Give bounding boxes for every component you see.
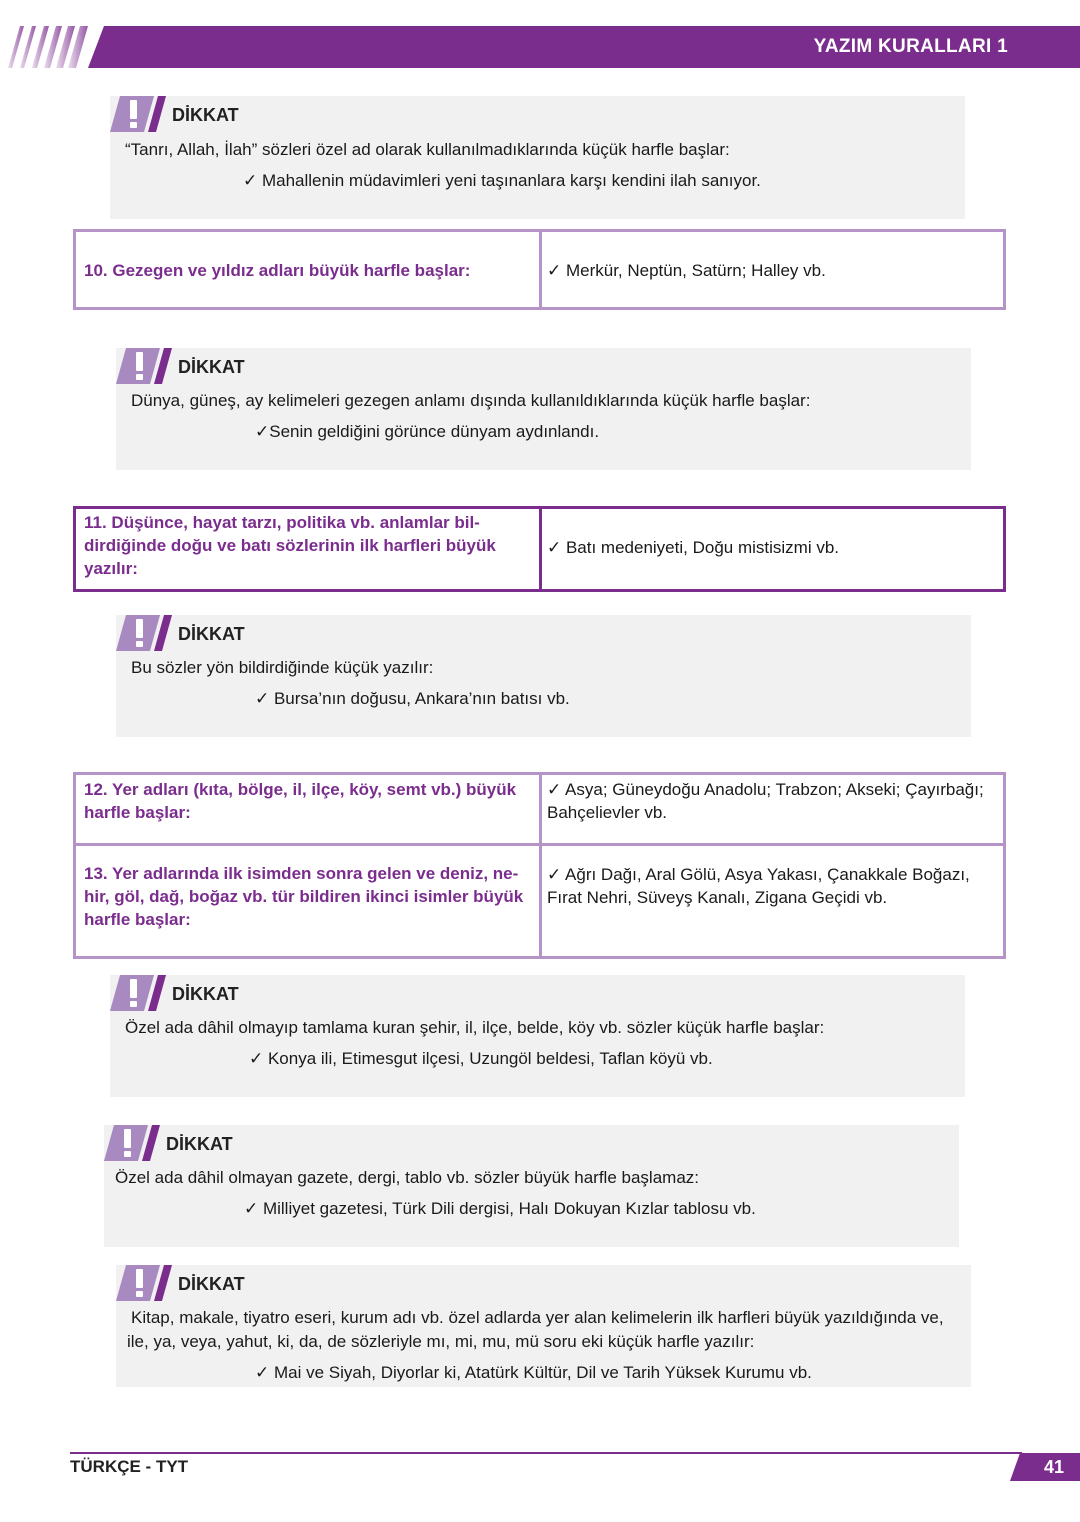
dikkat-example: ✓ Bursa’nın doğusu, Ankara’nın batısı vb. [255, 689, 570, 708]
dikkat-text: ile, ya, veya, yahut, ki, da, de sözleriyle mı, mi, mu, mü soru eki küçük harfle yazılır: [127, 1332, 755, 1351]
rule-row-divider [76, 843, 1003, 846]
dikkat-title: DİKKAT [178, 1274, 245, 1294]
rule-11-line: dirdiğinde doğu ve batı sözlerinin ilk harfleri büyük [84, 536, 496, 555]
dikkat-box [110, 975, 965, 1097]
dikkat-example: ✓Senin geldiğini görünce dünyam aydınlandı. [255, 422, 600, 441]
rule-12-example [547, 778, 984, 824]
dikkat-text: Özel ada dâhil olmayan gazete, dergi, tablo vb. sözler büyük harfle başlamaz: [115, 1168, 699, 1187]
dikkat-example: ✓ Mai ve Siyah, Diyorlar ki, Atatürk Kültür, Dil ve Tarih Yüksek Kurumu vb. [255, 1363, 812, 1382]
footer-subject: TÜRKÇE - TYT [70, 1457, 189, 1476]
dikkat-text: Dünya, güneş, ay kelimeleri gezegen anlamı dışında kullanıldıklarında küçük harfle başlar: [131, 391, 811, 410]
page-title: YAZIM KURALLARI 1 [813, 36, 1008, 57]
dikkat-text: Bu sözler yön bildirdiğinde küçük yazılır: [131, 658, 434, 677]
page-number: 41 [1043, 1457, 1065, 1477]
dikkat-text: Kitap, makale, tiyatro eseri, kurum adı vb. özel adlarda yer alan kelimelerin ilk harfleri büyük yazıldığında ve, [131, 1308, 944, 1327]
dikkat-text: “Tanrı, Allah, İlah” sözleri özel ad olarak kullanılmadıklarında küçük harfle başlar: [125, 140, 730, 159]
footer-line [70, 1452, 1022, 1454]
dikkat-title: DİKKAT [178, 357, 245, 377]
rule-11-line: 11. Düşünce, hayat tarzı, politika vb. anlamlar bil- [84, 513, 480, 532]
rule-13-example [547, 863, 970, 909]
dikkat-box [116, 615, 971, 737]
dikkat-text: Özel ada dâhil olmayıp tamlama kuran şehir, il, ilçe, belde, köy vb. sözler küçük harfle başlar: [125, 1018, 825, 1037]
dikkat-box [110, 96, 965, 219]
warning-exclamation-icon [110, 96, 170, 132]
rule-12-line: 12. Yer adları (kıta, bölge, il, ilçe, köy, semt vb.) büyük [84, 780, 517, 799]
dikkat-title: DİKKAT [178, 624, 245, 644]
rule-12-line: harfle başlar: [84, 803, 191, 822]
dikkat-box [116, 348, 971, 470]
rule-11-text [84, 511, 496, 580]
rule-13-text [84, 862, 523, 931]
rule-10-text: 10. Gezegen ve yıldız adları büyük harfle başlar: [84, 261, 471, 280]
rule-11-example: ✓ Batı medeniyeti, Doğu mistisizmi vb. [547, 538, 840, 557]
rule-13-line: harfle başlar: [84, 910, 191, 929]
rule-13-line: 13. Yer adlarında ilk isimden sonra gelen ve deniz, ne- [84, 864, 519, 883]
dikkat-example: ✓ Konya ili, Etimesgut ilçesi, Uzungöl beldesi, Taflan köyü vb. [249, 1049, 713, 1068]
rule-11-line: yazılır: [84, 559, 138, 578]
rule-10-example: ✓ Merkür, Neptün, Satürn; Halley vb. [547, 261, 826, 280]
warning-exclamation-icon [116, 348, 176, 384]
warning-exclamation-icon [110, 975, 170, 1011]
warning-exclamation-icon [104, 1125, 164, 1161]
rule-13-example-line: Fırat Nehri, Süveyş Kanalı, Zigana Geçidi vb. [547, 888, 888, 907]
warning-exclamation-icon [116, 615, 176, 651]
dikkat-title: DİKKAT [172, 984, 239, 1004]
dikkat-example: ✓ Milliyet gazetesi, Türk Dili dergisi, Halı Dokuyan Kızlar tablosu vb. [244, 1199, 756, 1218]
dikkat-title: DİKKAT [172, 105, 239, 125]
dikkat-box [116, 1265, 971, 1387]
rule-13-example-line: ✓ Ağrı Dağı, Aral Gölü, Asya Yakası, Çanakkale Boğazı, [547, 865, 970, 884]
rule-12-example-line: ✓ Asya; Güneydoğu Anadolu; Trabzon; Akseki; Çayırbağı; [547, 780, 984, 799]
rule-13-line: hir, göl, dağ, boğaz vb. tür bildiren ikinci isimler büyük [84, 887, 524, 906]
warning-exclamation-icon [116, 1265, 176, 1301]
dikkat-title: DİKKAT [166, 1134, 233, 1154]
rule-12-example-line: Bahçelievler vb. [547, 803, 668, 822]
rule-12-text [84, 778, 516, 824]
dikkat-box [104, 1125, 959, 1247]
dikkat-example: ✓ Mahallenin müdavimleri yeni taşınanlara karşı kendini ilah sanıyor. [243, 171, 761, 190]
